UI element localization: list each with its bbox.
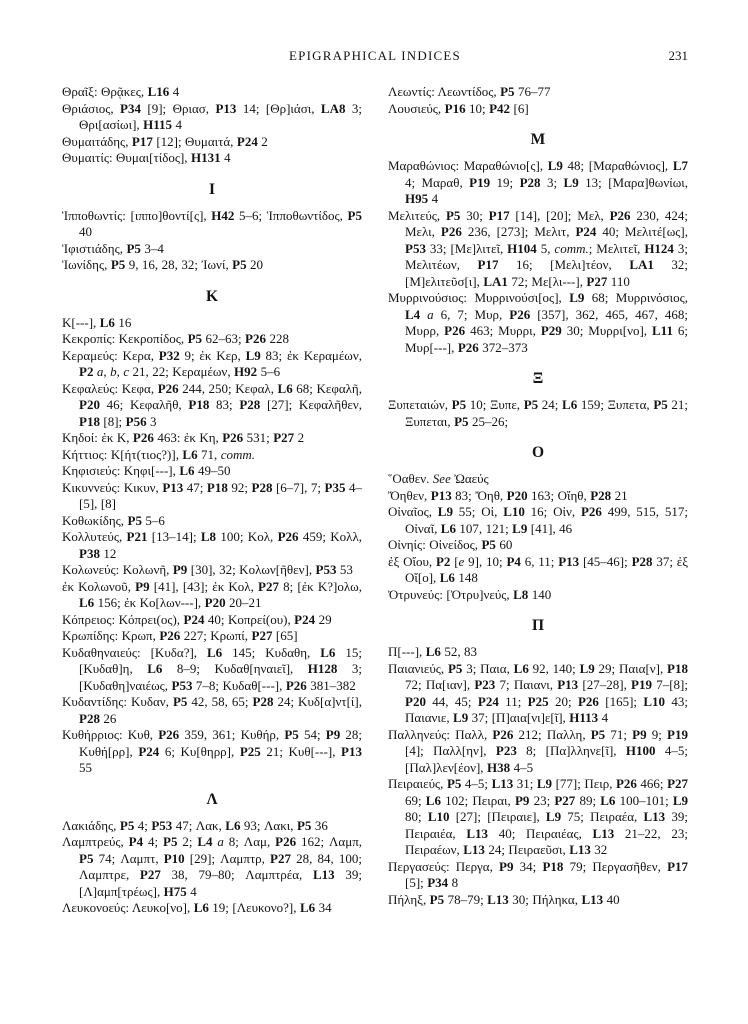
index-entry: ἐκ Κολωνοῦ, P9 [41], [43]; ἐκ Κολ, P27 8; [ἐκ Κ?]ολω, L6 156; ἐκ Κο[λων---], P20 20–21 [62, 578, 362, 610]
column-right [388, 84, 688, 917]
page-header [62, 48, 688, 64]
index-entry: Ὄηθεν, P13 83; Ὄηθ, P20 163; Οἴηθ, P28 21 [388, 487, 628, 503]
index-entry: Οἰνηίς: Οἰνείδος, P5 60 [388, 537, 513, 552]
index-entry: Πειραιεύς, P5 4–5; L13 31; L9 [77]; Πειρ, P26 466; P27 69; L6 102; Πειραι, P9 23; P27 89; L6 100–101; L9 80; L10 [27]; [Πειραιε], L9 75; Πειραέα, L13 39; Πειραιέα, L13 40; Πειραιέας, L13 21–22, 23; Πειραέων, L13 24; Πειραεῦσι, L13 32 [388, 776, 689, 857]
index-entry: Θυμαιτάδης, P17 [12]; Θυμαιτά, P24 2 [62, 133, 268, 149]
section-heading: Ι [208, 180, 216, 198]
index-entry: Κηφισιεύς: Κηφι[---], L6 49–50 [62, 463, 231, 478]
index-entry: Κεκροπίς: Κεκροπίδος, P5 62–63; P26 228 [62, 331, 289, 346]
section-heading: Ο [531, 444, 545, 461]
section-heading: Κ [205, 287, 219, 305]
index-entry: Π[---], L6 52, 83 [388, 644, 478, 659]
index-entry: Μελιτεύς, P5 30; P17 [14], [20]; Μελ, P26 230, 424; Μελι, P26 236, [273]; Μελιτ, P24 40; Μελιτέ[ως], P53 33; [Με]λιτεῖ, H104 5, comm.; Μελιτεῖ, H124 3; Μελιτέων, P17 16; [Μελι]τέον, LA1 32; [Μ]ελιτεῦσ[ι], LA1 72; Με[λι---], P27 110 [388, 207, 689, 289]
index-entry: Λουσιεύς, P16 10; P42 [6] [388, 100, 529, 116]
section-heading: Λ [206, 790, 218, 808]
index-entry: Παλληνεύς: Παλλ, P26 212; Παλλη, P5 71; P9 9; P19 [4]; Παλλ[ην], P23 8; [Πα]λληνε[ῖ], H100 4–5; [Παλ]λεν[έον], H38 4–5 [388, 726, 688, 775]
index-entry: Παιανιεύς, P5 3; Παια, L6 92, 140; L9 29; Παια[ν], P18 72; Πα[ιαν], P23 7; Παιανι, P13 [27–28], P19 7–[8]; P20 44, 45; P24 11; P25 20; P26 [165]; L10 43; Παιανιε, L9 37; [Π]αια[νι]ε[ῖ], H113 4 [388, 660, 689, 725]
index-entry: Ἰωνίδης, P5 9, 16, 28, 32; Ἰωνί, P5 20 [62, 257, 264, 272]
index-entry: Λαμπτρεύς, P4 4; P5 2; L4 a 8; Λαμ, P26 162; Λαμπ, P5 74; Λαμπτ, P10 [29]; Λαμπτρ, P27 28, 84, 100; Λαμπτρε, P27 38, 79–80; Λαμπτρέα, L13 39; [Λ]αμπ[τρέως], H75 4 [62, 834, 363, 899]
index-entry: Κολλυτεύς, P21 [13–14]; L8 100; Κολ, P26 459; Κολλ, P38 12 [62, 529, 362, 561]
index-entry: Πήληξ, P5 78–79; L13 30; Πήληκα, L13 40 [388, 891, 620, 907]
index-entry: Κεφαλεύς: Κεφα, P26 244, 250; Κεφαλ, L6 68; Κεφαλῆ, P20 46; Κεφαλῆθ, P18 83; P28 [27]; Κεφαλῆθεν, P18 [8]; P56 3 [62, 380, 363, 429]
index-entry: Θριάσιος, P34 [9]; Θριασ, P13 14; [Θρ]ιάσι, LA8 3; Θρι[ασίωι], H115 4 [62, 100, 363, 132]
index-entry: Μαραθώνιος: Μαραθώνιο[ς], L9 48; [Μαραθώνιος], L7 4; Μαραθ, P19 19; P28 3; L9 13; [Μαρα]θωνίωι, H95 4 [388, 158, 688, 206]
index-entry: Κήττιος: Κ[ήτ(τιος?)], L6 71, comm. [62, 446, 256, 462]
index-entry: Κηδοί: ἐκ Κ, P26 463: ἐκ Κη, P26 531; P27 2 [62, 430, 305, 445]
index-entry: Θραῖξ: Θρᾷκες, L16 4 [62, 84, 180, 99]
index-entry: Ἰφιστιάδης, P5 3–4 [62, 240, 164, 256]
index-entry: Λεωντίς: Λεωντίδος, P5 76–77 [388, 84, 551, 99]
index-entry: Ξυπεταιών, P5 10; Ξυπε, P5 24; L6 159; Ξυπετα, P5 21; Ξυπεται, P5 25–26; [388, 397, 689, 429]
index-entry: Θυμαιτίς: Θυμαι[τίδος], H131 4 [62, 150, 231, 165]
index-entry: Κοθωκίδης, P5 5–6 [62, 512, 165, 528]
index-entry: Οἰναῖος, L9 55; Οἰ, L10 16; Οἰν, P26 499, 515, 517; Οἰναῖ, L6 107, 121; L9 [41], 46 [388, 504, 688, 536]
section-heading: Ξ [532, 370, 544, 387]
index-entry: ἐξ Οἴου, P2 [e 9], 10; P4 6, 11; P13 [45–46]; P28 37; ἐξ Οἴ[ο], L6 148 [388, 553, 688, 585]
index-entry: ῞Οαθεν. See Ὠαεύς [388, 471, 489, 486]
running-head: EPIGRAPHICAL INDICES [289, 48, 461, 63]
index-entry: Κυδαντίδης: Κυδαν, P5 42, 58, 65; P28 24; Κυδ[α]ντ[ί], P28 26 [62, 694, 362, 726]
section-heading: Π [531, 617, 545, 634]
column-left [62, 84, 362, 917]
index-entry: Λευκονοεύς: Λευκο[νο], L6 19; [Λευκονο?], L6 34 [62, 900, 332, 915]
index-entry: Μυρρινούσιος: Μυρρινούσι[ος], L9 68; Μυρρινόσιος, L4 a 6, 7; Μυρ, P26 [357], 362, 465, 467, 468; Μυρρ, P26 463; Μυρρι, P29 30; Μυρρι[νο], L11 6; Μυρ[---], P26 372–373 [388, 290, 689, 355]
index-entry: Κεραμεύς: Κερα, P32 9; ἐκ Κερ, L9 83; ἐκ Κεραμέων, P2 a, b, c 21, 22; Κεραμέων, H92 5–6 [62, 347, 362, 379]
index-entry: Κικυννεύς: Κικυν, P13 47; P18 92; P28 [6–7], 7; P35 4–[5], [8] [62, 479, 362, 511]
index-entry: Ἱπποθωντίς: [ιππο]θοντί[ς], H42 5–6; Ἱπποθωντίδος, P5 40 [62, 207, 362, 239]
index-entry: Κόπρειος: Κόπρει(ος), P24 40; Κοπρεί(ου), P24 29 [62, 611, 332, 627]
index-columns [62, 84, 688, 917]
index-entry: Λακιάδης, P5 4; P53 47; Λακ, L6 93; Λακι, P5 36 [62, 817, 328, 833]
index-entry: Κ[---], L6 16 [62, 314, 132, 330]
index-entry: Κρωπίδης: Κρωπ, P26 227; Κρωπί, P27 [65] [62, 628, 298, 643]
index-entry: Κυδαθηναιεύς: [Κυδα?], L6 145; Κυδαθη, L6 15; [Κυδαθ]η, L6 8–9; Κυδαθ[ηναιεῖ], H128 3; [Κυδαθη]ναιέως, P53 7–8; Κυδαθ[---], P26 381–382 [62, 644, 363, 693]
index-entry: Κυθήρριος: Κυθ, P26 359, 361; Κυθήρ, P5 54; P9 28; Κυθή[ρρ], P24 6; Κυ[θηρρ], P25 21; Κυθ[---], P13 55 [62, 727, 363, 775]
page-number: 231 [668, 48, 688, 63]
index-entry: Κολωνεύς: Κολωνῆ, P9 [30], 32; Κολων[ῆθεν], P53 53 [62, 562, 353, 577]
section-heading: Μ [530, 131, 546, 148]
index-entry: Ὀτρυνεύς: [Ὀτρυ]νεύς, L8 140 [388, 586, 552, 602]
index-entry: Περγασεύς: Περγα, P9 34; P18 79; Περγασῆθεν, P17 [5]; P34 8 [388, 858, 689, 890]
